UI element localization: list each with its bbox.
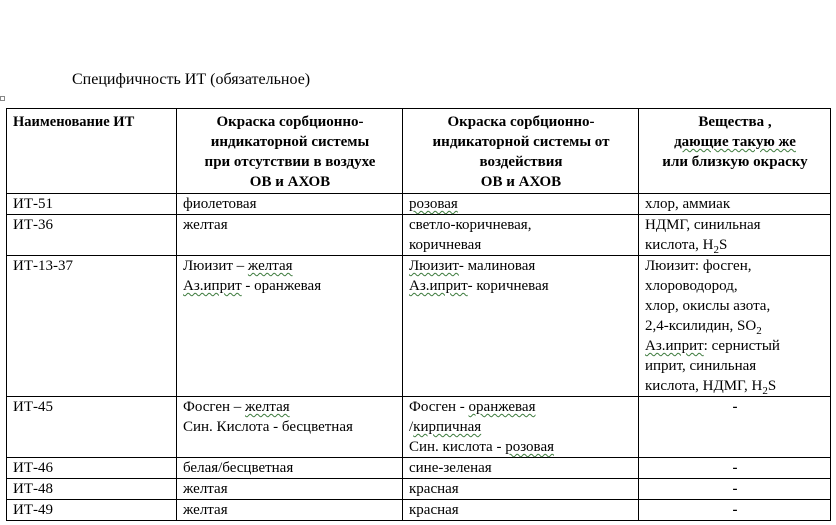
cell-similar: [639, 194, 831, 215]
formula-text: S: [767, 378, 777, 394]
cell-text: желтая: [183, 217, 228, 233]
cell-text: желтая: [183, 481, 228, 497]
cell-absent: [177, 194, 403, 215]
header-line: ОВ и АХОВ: [480, 174, 562, 190]
cell-text: Фосген – желтая: [183, 399, 290, 415]
table-row: [7, 215, 831, 256]
header-line: Вещества ,: [698, 114, 772, 130]
cell-text: сине-зеленая: [409, 460, 492, 476]
cell-text: -: [732, 481, 738, 497]
cell-text: НДМГ, синильная: [645, 217, 761, 233]
cell-name: [7, 500, 177, 521]
cell-effect: [403, 397, 639, 458]
formula-subscript: 2: [762, 385, 768, 397]
cell-text: иприт, синильная: [645, 358, 757, 374]
cell-effect: [403, 256, 639, 397]
header-line: воздействия: [479, 154, 563, 170]
table-row: [7, 458, 831, 479]
header-line: при отсутствии в воздухе: [204, 154, 376, 170]
table-row: [7, 479, 831, 500]
cell-text: [645, 376, 825, 396]
cell-similar: [639, 479, 831, 500]
cell-text: /кирпичная: [409, 419, 482, 435]
cell-text: -: [732, 502, 738, 518]
cell-similar: [639, 397, 831, 458]
cell-text: [645, 316, 825, 336]
header-color-effect: [403, 109, 639, 194]
header-line: Окраска сорбционно-: [447, 114, 595, 130]
cell-absent: [177, 256, 403, 397]
cell-text: коричневая: [409, 237, 482, 253]
document-heading: Специфичность ИТ (обязательное): [72, 71, 311, 88]
cell-text: белая/бесцветная: [183, 460, 294, 476]
cell-text: ИТ-49: [13, 502, 53, 518]
cell-text-part: кирпичная: [413, 419, 482, 435]
cell-text-part: Аз.иприт: [183, 278, 242, 294]
cell-effect: [403, 479, 639, 500]
cell-text: желтая: [183, 502, 228, 518]
table-row: [7, 256, 831, 397]
cell-text: [645, 235, 825, 255]
cell-absent: [177, 397, 403, 458]
cell-text: Син. Кислота - бесцветная: [183, 419, 353, 435]
cell-text-part: желтая: [247, 258, 293, 274]
cell-absent: [177, 479, 403, 500]
formula-text: 2,4-ксилидин, SO: [645, 318, 757, 334]
cell-absent: [177, 215, 403, 256]
cell-text: розовая: [409, 196, 458, 212]
formula-text: кислота, НДМГ, H: [645, 378, 763, 394]
cell-text: Аз.иприт: сернистый: [645, 338, 780, 354]
header-line: дающие такую же: [674, 134, 796, 150]
cell-text: ИТ-48: [13, 481, 53, 497]
cell-text: ИТ-46: [13, 460, 53, 476]
table-row: [7, 397, 831, 458]
formula-subscript: 2: [756, 325, 762, 337]
cell-text: ИТ-51: [13, 196, 53, 212]
cell-text: Люизит- малиновая: [409, 258, 536, 274]
specificity-table: [6, 108, 831, 521]
cell-absent: [177, 458, 403, 479]
header-line: Окраска сорбционно-: [216, 114, 364, 130]
table-row: [7, 194, 831, 215]
cell-effect: [403, 215, 639, 256]
formula-text: S: [719, 237, 728, 253]
table-move-handle-icon[interactable]: [0, 96, 5, 101]
cell-absent: [177, 500, 403, 521]
table-header-row: [7, 109, 831, 194]
cell-text: красная: [409, 481, 459, 497]
cell-name: [7, 479, 177, 500]
cell-name: [7, 458, 177, 479]
cell-text: Син. кислота - розовая: [409, 439, 554, 455]
cell-name: [7, 215, 177, 256]
cell-text: -: [732, 399, 738, 415]
cell-similar: [639, 256, 831, 397]
cell-text-part: Аз.иприт: [645, 338, 704, 354]
header-name: [7, 109, 177, 194]
header-line: индикаторной системы: [210, 134, 370, 150]
cell-text-part: оранжевая: [468, 399, 536, 415]
cell-name: [7, 256, 177, 397]
cell-text: хлор, окислы азота,: [645, 298, 771, 314]
cell-text: красная: [409, 502, 459, 518]
cell-text: Аз.иприт- коричневая: [409, 278, 549, 294]
cell-effect: [403, 458, 639, 479]
header-line: ОВ и АХОВ: [249, 174, 331, 190]
cell-text: Люизит: фосген,: [645, 258, 752, 274]
cell-text: хлор, аммиак: [645, 196, 731, 212]
cell-text: светло-коричневая,: [409, 217, 532, 233]
cell-text: Фосген - оранжевая: [409, 399, 536, 415]
header-line: или близкую окраску: [662, 154, 808, 170]
table-row: [7, 500, 831, 521]
cell-text: ИТ-13-37: [13, 258, 73, 274]
formula-text: кислота, H: [645, 237, 714, 253]
header-line: индикаторной системы от: [432, 134, 610, 150]
cell-similar: [639, 500, 831, 521]
header-name-text: Наименование ИТ: [13, 114, 135, 130]
formula-subscript: 2: [713, 244, 719, 256]
cell-name: [7, 194, 177, 215]
cell-similar: [639, 458, 831, 479]
cell-name: [7, 397, 177, 458]
cell-text-part: желтая: [245, 399, 290, 415]
cell-text-part: Аз.иприт: [409, 278, 468, 294]
cell-text: Люизит – желтая: [183, 258, 293, 274]
cell-effect: [403, 194, 639, 215]
cell-text: фиолетовая: [183, 196, 257, 212]
header-similar-substances: [639, 109, 831, 194]
cell-text: Аз.иприт - оранжевая: [183, 278, 322, 294]
cell-text: ИТ-36: [13, 217, 53, 233]
cell-text: хлороводород,: [645, 278, 738, 294]
cell-text: ИТ-45: [13, 399, 53, 415]
cell-text: -: [732, 460, 738, 476]
cell-similar: [639, 215, 831, 256]
cell-text-part: розовая: [505, 439, 554, 455]
cell-effect: [403, 500, 639, 521]
cell-text-part: Люизит: [409, 258, 459, 274]
header-color-absent: [177, 109, 403, 194]
